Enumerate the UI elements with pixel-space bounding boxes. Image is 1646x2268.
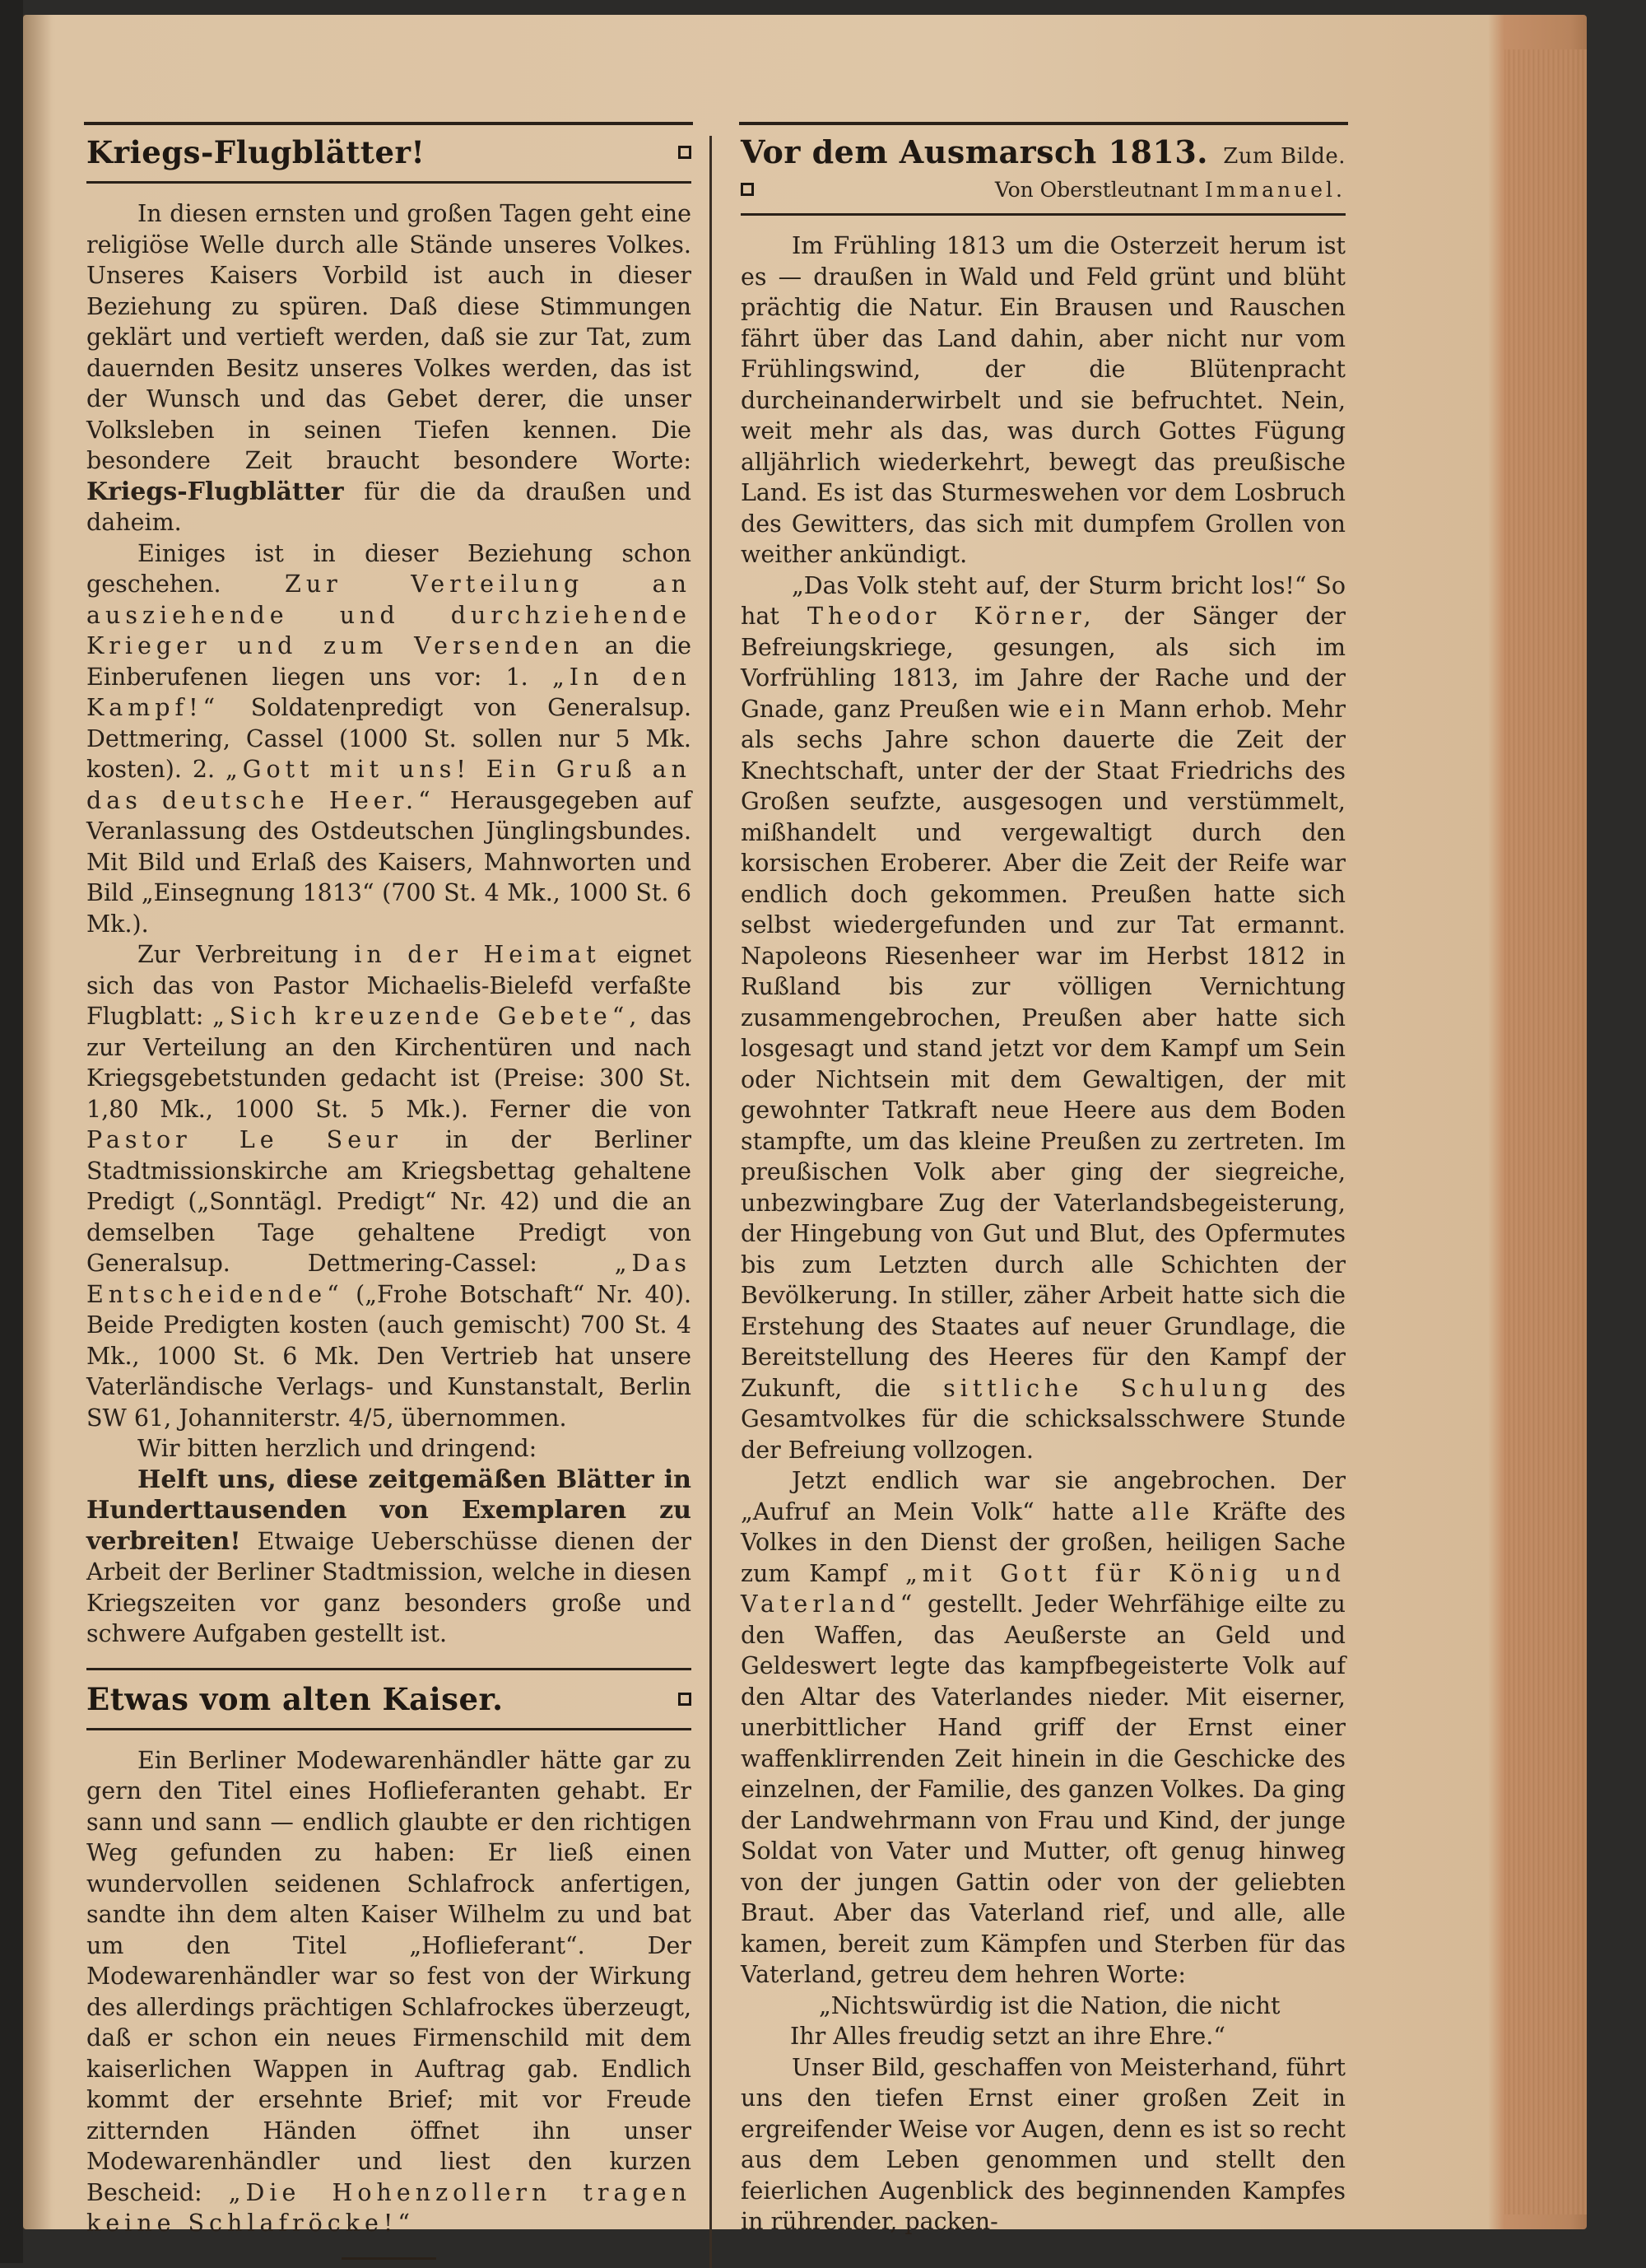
title-rule xyxy=(86,1728,691,1730)
spaced-text: „In den Kampf!“ xyxy=(86,663,691,721)
article-title xyxy=(86,1680,691,1718)
text: Zur Verbreitung xyxy=(137,941,338,968)
text: Kräfte des Volkes in den Dienst der großen, heiligen Sache zum Kampf xyxy=(741,1497,1346,1587)
paragraph xyxy=(741,1465,1346,1991)
article-title-text: Kriegs-Flugblätter! xyxy=(86,134,425,170)
right-column xyxy=(741,133,1346,2238)
column-divider xyxy=(709,136,712,2268)
text: Herausgegeben auf Veranlassung des Ostdeutschen Jünglingsbundes. Mit Bild und Erlaß des Kaisers, Mahnworten und Bild „Einsegnung 1813“ (700 St. 4 Mk., 1000 St. 6 Mk.). xyxy=(86,786,691,938)
text: für die da draußen und daheim. xyxy=(86,477,691,536)
article-title-text: Etwas vom alten Kaiser. xyxy=(86,1680,504,1717)
paragraph xyxy=(86,198,691,538)
paragraph: Unser Bild, geschaffen von Meisterhand, führt uns den tiefen Ernst einer großen Zeit in ergreifender Weise vor Augen, denn es ist so recht aus dem Leben genommen und stellt den feierlichen Augenblick des beginnenden Kampfes in rührender, packen- xyxy=(741,2053,1346,2235)
text: „Das Volk steht auf, der Sturm bricht los!“ So hat xyxy=(741,571,1346,630)
spaced-text: „Gott mit uns! Ein Gruß an das deutsche Heer.“ xyxy=(86,756,691,814)
text: Mann erhob. Mehr als sechs Jahre schon dauerte die Zeit der Knechtschaft, unter der der Staat Friedrichs des Großen seufzte, ausgesogen und verstümmelt, mißhandelt und vergewaltigt durch den korsischen Eroberer. Aber die Zeit der Reife war endlich doch gekommen. Preußen hatte sich selbst wiedergefunden und zur Tat ermannt. Napoleons Riesenheer war im Herbst 1812 in Rußland bis zur völligen Vernichtung zusammengebrochen, Preußen aber hatte sich losgesagt und stand jetzt vor dem Kampf um Sein oder Nichtsein mit dem Gewaltigen, der mit gewohnter Tatkraft neue Heere aus dem Boden stampfte, um das kleine Preußen zu zertreten. Im preußischen Volk aber ging der siegreiche, unbezwingbare Zug der Vaterlandsbegeisterung, der Hingebung von Gut und Blut, des Opfermutes bis zum Letzten durch alle Schichten der Bevölkerung. In stiller, zäher Arbeit hatte sich die Erstehung des Staates auf neuer Grundlage, die Bereitstellung des Heeres für den Kampf der Zukunft, die xyxy=(741,695,1346,1402)
paragraph xyxy=(86,1465,691,1650)
text: gestellt. Jeder Wehrfähige eilte zu den Waffen, das Aeußerste an Geld und Geldeswert legte das kampfbegeisterte Volk auf den Altar des Vaterlandes nieder. Mit eiserner, unerbittlicher Hand griff der Ernst einer waffenklirrenden Zeit hinein in die Geschicke des einzelnen, der Familie, des ganzen Volkes. Da ging der Landwehrmann von Frau und Kind, der junge Soldat von Vater und Mutter, oft genug hinweg von der jungen Gattin oder von der geliebten Braut. Aber das Vaterland rief, und alle, alle kamen, bereit zum Kämpfen und Sterben für das Vaterland, getreu dem hehren Worte: xyxy=(741,1590,1346,1988)
square-ornament-icon xyxy=(678,1693,691,1706)
text: Etwaige Ueberschüsse dienen der Arbeit der Berliner Stadtmission, welche in diesen Kriegszeiten vor ganz besonders große und schwere Aufgaben gestellt ist. xyxy=(86,1527,691,1647)
paragraph: Wir bitten herzlich und dringend: xyxy=(137,1435,537,1462)
article-etwas-vom-alten-kaiser xyxy=(86,1680,691,2260)
byline-row xyxy=(741,175,1346,206)
top-rule-right xyxy=(739,122,1348,125)
left-column xyxy=(86,133,691,2260)
spaced-text: Theodor Körner, xyxy=(807,603,1096,630)
top-rule-left xyxy=(84,122,693,125)
bold-text: Helft uns, diese zeitgemäßen Blätter in Hunderttausenden von Exemplaren zu verbreiten! xyxy=(86,1465,691,1556)
square-ornament-icon xyxy=(741,183,754,196)
paragraph xyxy=(741,570,1346,1466)
text: In diesen ernsten und großen Tagen geht eine religiöse Welle durch alle Stände unseres Volkes. Unseres Kaisers Vorbild ist auch in dieser Beziehung zu spüren. Daß diese Stimmungen geklärt und vertieft werden, daß sie zur Tat, zum dauernden Besitz unseres Volkes werden, das ist der Wunsch und das Gebet derer, die unser Volksleben in seinen Tiefen kennen. Die besondere Zeit braucht besondere Worte: xyxy=(86,200,691,474)
bold-text: Kriegs-Flugblätter xyxy=(86,477,344,506)
book-cover-edge xyxy=(0,0,23,2263)
quote-line: Ihr Alles freudig setzt an ihre Ehre.“ xyxy=(790,2023,1225,2050)
spaced-text: „Sich kreuzende Gebete“, xyxy=(212,1003,642,1030)
text: an die Einberufenen liegen uns vor: 1. xyxy=(86,632,691,691)
text: des Gesamtvolkes für die schicksalsschwere Stunde der Befreiung vollzogen. xyxy=(741,1374,1346,1464)
text: Einiges ist in dieser Beziehung schon geschehen. xyxy=(86,539,691,598)
text: Soldatenpredigt von Generalsup. Dettmering, Cassel (1000 St. sollen nur 5 Mk. kosten). 2. xyxy=(86,694,691,783)
article-title: Vor dem Ausmarsch 1813. xyxy=(741,133,1209,170)
end-rule xyxy=(342,2257,436,2260)
article-header xyxy=(741,133,1346,173)
text: in der Berliner Stadtmissionskirche am Kriegsbettag gehaltene Predigt („Sonntägl. Predigt“ Nr. 42) und die an demselben Tage gehaltene Predigt von Generalsup. Dettmering-Cassel: xyxy=(86,1126,691,1277)
subtitle-zum-bilde: Zum Bilde. xyxy=(1223,144,1346,169)
article-kriegs-flugblaetter xyxy=(86,133,691,1650)
page-edge-stack xyxy=(1504,49,1587,2214)
text: der Sänger der Befreiungskriege, gesungen, als sich im Vorfrühling 1813, im Jahre der Rache und der Gnade, ganz Preußen wie xyxy=(741,603,1346,723)
spaced-text: Pastor Le Seur xyxy=(86,1126,403,1153)
spaced-text: „Das Entscheidende“ xyxy=(86,1250,691,1308)
title-rule xyxy=(741,213,1346,216)
text: eignet sich das von Pastor Michaelis-Bielefd verfaßte Flugblatt: xyxy=(86,941,691,1030)
gutter-shadow xyxy=(23,15,52,2229)
spaced-text: ein xyxy=(1058,695,1110,723)
byline-author: Immanuel. xyxy=(1204,177,1346,202)
square-ornament-icon xyxy=(678,146,691,159)
paragraph xyxy=(86,939,691,1433)
byline xyxy=(995,175,1346,206)
spaced-text: in der Heimat xyxy=(354,941,601,968)
spaced-text: alle xyxy=(1132,1497,1195,1525)
text: Ein Berliner Modewarenhändler hätte gar zu gern den Titel eines Hoflieferanten gehabt. Er sann und sann — endlich glaubte er den richtigen Weg gefunden zu haben: Er ließ einen wundervollen seidenen Schlafrock anfertigen, sandte ihn dem alten Kaiser Wilhelm zu und bat um den Titel „Hoflieferant“. Der Modewarenhändler war so fest von der Wirkung des allerdings prächtigen Schlafrockes überzeugt, daß er schon ein neues Firmenschild mit dem kaiserlichen Wappen in Auftrag gab. Endlich kommt der ersehnte Brief; mit vor Freude zitternden Händen öffnet ihn unser Modewarenhändler und liest den kurzen Bescheid: xyxy=(86,1746,691,2206)
spaced-text: sittliche Schulung xyxy=(943,1374,1272,1402)
text: das zur Verteilung an den Kirchentüren und nach Kriegsgebetstunden gedacht ist (Preise: 300 St. 1,80 Mk., 1000 St. 5 Mk.). Ferner die von xyxy=(86,1003,692,1123)
section-rule xyxy=(86,1668,691,1670)
paragraph xyxy=(86,538,691,940)
paragraph: Im Frühling 1813 um die Osterzeit herum ist es — draußen in Wald und Feld grünt und blüht prächtig die Natur. Ein Brausen und Rauschen fährt über das Land dahin, aber nicht nur vom Frühlingswind, der die Blütenpracht durcheinanderwirbelt und sie befruchtet. Nein, weit mehr als das, was durch Gottes Fügung alljährlich wiederkehrt, bewegt das preußische Land. Es ist das Sturmeswehen vor dem Losbruch des Gewitters, das sich mit dumpfem Grollen von weither ankündigt. xyxy=(741,232,1346,568)
quote-line: „Nichtswürdig ist die Nation, die nicht xyxy=(819,1991,1281,2019)
article-title xyxy=(86,133,691,171)
spaced-text: „mit Gott für König und Vaterland“ xyxy=(741,1559,1346,1618)
spaced-text: Zur Verteilung an ausziehende und durchziehende Krieger und zum Versenden xyxy=(86,570,691,659)
title-rule xyxy=(86,181,691,184)
byline-prefix: Von Oberstleutnant xyxy=(994,177,1198,202)
paragraph xyxy=(86,1745,691,2239)
spaced-text: „Die Hohenzollern tragen keine Schlafröcke!“ xyxy=(86,2178,692,2237)
text: Jetzt endlich war sie angebrochen. Der „Aufruf an Mein Volk“ hatte xyxy=(741,1467,1346,1525)
text: („Frohe Botschaft“ Nr. 40). Beide Predigten kosten (auch gemischt) 700 St. 4 Mk., 1000 St. 6 Mk. Den Vertrieb hat unsere Vaterländische Verlags- und Kunstanstalt, Berlin SW 61, Johanniterstr. 4/5, übernommen. xyxy=(86,1280,691,1432)
